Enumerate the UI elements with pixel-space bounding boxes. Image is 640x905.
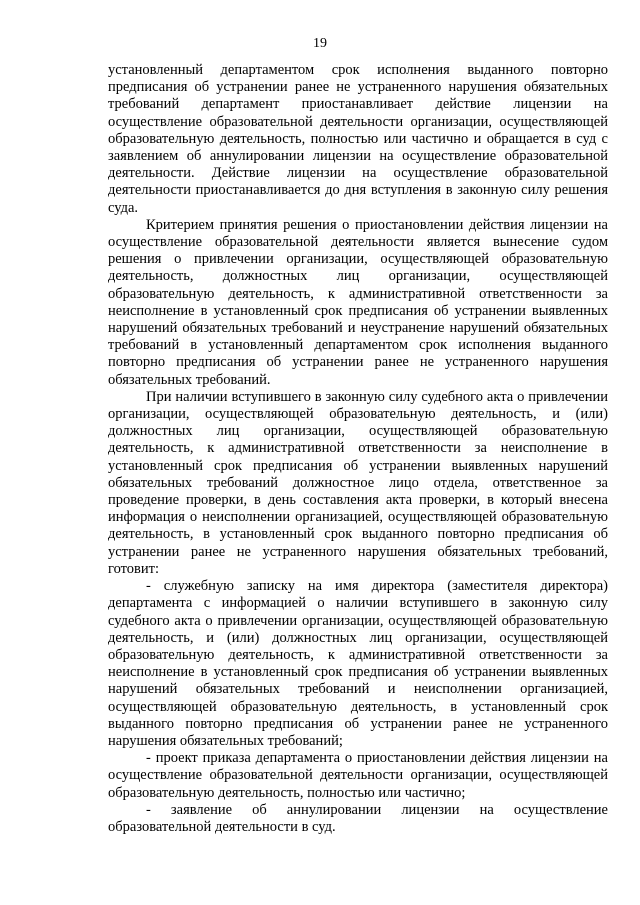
document-body [108, 62, 608, 836]
page-number: 19 [313, 36, 327, 51]
list-item-court-application: - заявление об аннулировании лицензии на осуществление образовательной деятельности в суд. [108, 801, 608, 835]
list-item-draft-order: - проект приказа департамента о приостановлении действия лицензии на осуществление образовательной деятельности организации, осуществляющей образовательную деятельность, полностью или частично; [108, 750, 608, 801]
paragraph-continuation: установленный департаментом срок исполнения выданного повторно предписания об устранении ранее не устраненного нарушения обязательных требований департамент приостанавливает действие лицензии на осуществление образовательной деятельности организации, осуществляющей образовательную деятельность, полностью или частично и обращается в суд с заявлением об аннулировании лицензии на осуществление образовательной деятельности. Действие лицензии на осуществление образовательной деятельности приостанавливается до дня вступления в законную силу решения суда. [108, 62, 608, 216]
list-item-memo: - служебную записку на имя директора (заместителя директора) департамента с информацией о наличии вступившего в законную силу судебного акта о привлечении организации, осуществляющей образовательную деятельность, и (или) должностных лиц организации, осуществляющей образовательную деятельность, к административной ответственности за неисполнение в установленный срок предписания об устранении выявленных нарушений обязательных требований и неисполнении организацией, осуществляющей образовательную деятельность, в установленный срок выданного повторно предписания об устранении ранее не устраненного нарушения обязательных требований; [108, 578, 608, 749]
paragraph-criterion: Критерием принятия решения о приостановлении действия лицензии на осуществление образовательной деятельности является вынесение судом решения о привлечении организации, осуществляющей образовательную деятельность, должностных лиц организации, осуществляющей образовательную деятельность, к административной ответственности за неисполнение в установленный срок предписания об устранении выявленных нарушений обязательных требований и неустранение нарушений обязательных требований в установленный департаментом срок исполнения выданного повторно предписания об устранении ранее не устраненного нарушения обязательных требований. [108, 216, 608, 388]
paragraph-court-act: При наличии вступившего в законную силу судебного акта о привлечении организации, осуществляющей образовательную деятельность, и (или) должностных лиц организации, осуществляющей образовательную деятельность, к административной ответственности за неисполнение в установленный срок предписания об устранении выявленных нарушений обязательных требований должностное лицо отдела, ответственное за проведение проверки, в день составления акта проверки, в который внесена информация о неисполнении организацией, осуществляющей образовательную деятельность, в установленный срок выданного повторно предписания об устранении ранее не устраненного нарушения обязательных требований, готовит: [108, 388, 608, 577]
